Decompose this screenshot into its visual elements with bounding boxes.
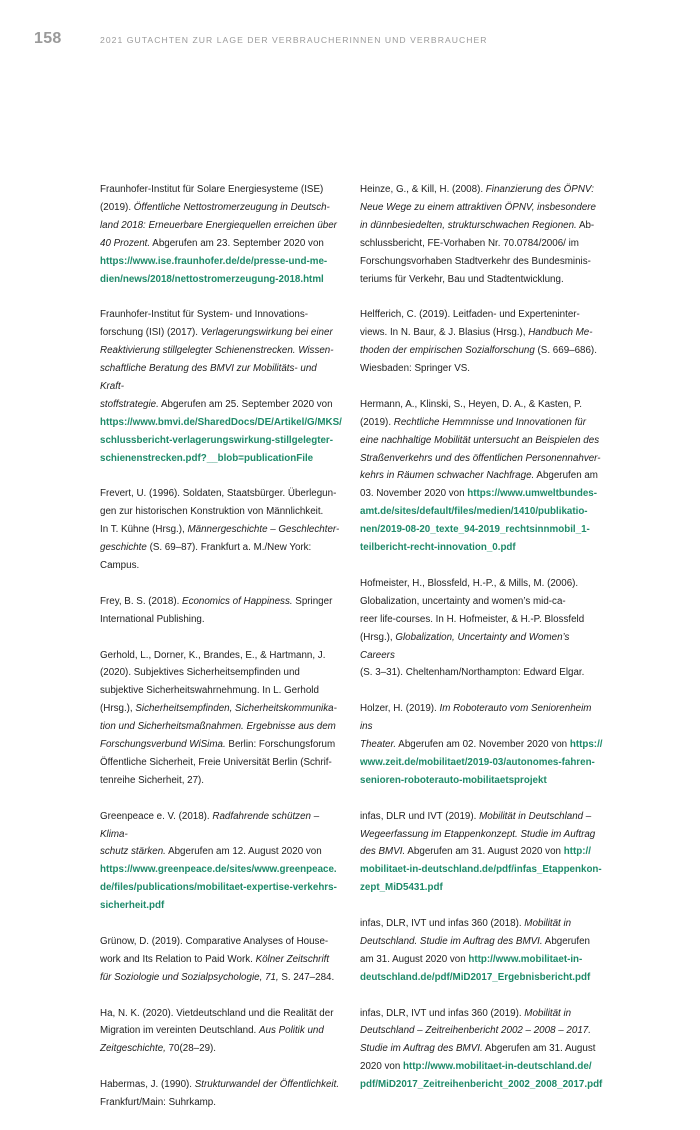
reference-link[interactable]: deutschland.de/pdf/MiD2017_Ergebnisbericht.pdf — [360, 971, 591, 983]
reference-link[interactable]: amt.de/sites/default/files/medien/1410/publikatio- — [360, 506, 588, 518]
reference-entry — [100, 306, 340, 467]
reference-title-italic: Deutschland – Zeitreihenbericht 2002 – 2008 – 2017. — [360, 1025, 591, 1037]
reference-text: International Publishing. — [100, 613, 205, 625]
reference-title-italic: Sicherheitsempfinden, Sicherheitskommunika- — [135, 703, 337, 715]
reference-text: schlussbericht, FE-Vorhaben Nr. 70.0784/2006/ im — [360, 237, 579, 249]
reference-title-italic: Theater. — [360, 739, 397, 751]
reference-text: Gerhold, L., Dorner, K., Brandes, E., & Hartmann, J. — [100, 649, 326, 661]
reference-link[interactable]: https:// — [569, 739, 603, 751]
reference-text: (2019). — [100, 201, 134, 213]
reference-title-italic: stoffstrategie. — [100, 398, 159, 410]
reference-text: Fraunhofer-Institut für System- und Innovations- — [100, 309, 309, 321]
reference-text: (S. 3–31). Cheltenham/Northampton: Edward Elgar. — [360, 667, 585, 679]
reference-entry — [360, 181, 604, 288]
reference-text: 70(28–29). — [165, 1043, 216, 1055]
reference-entry — [100, 1005, 340, 1059]
reference-text: Abgerufen am 23. September 2020 von — [150, 237, 324, 249]
reference-text: (Hrsg.), — [360, 631, 396, 643]
reference-title-italic: Mobilität in — [524, 1007, 572, 1019]
reference-text: infas, DLR, IVT und infas 360 (2018). — [360, 918, 525, 930]
reference-text: (S. 69–87). Frankfurt a. M./New York: — [146, 542, 312, 554]
reference-title-italic: Reaktivierung stillgelegter Schienenstrecken. Wissen- — [100, 345, 334, 357]
reference-link[interactable]: mobilitaet-in-deutschland.de/pdf/infas_Etappenkon- — [360, 864, 602, 876]
reference-text: views. In N. Baur, & J. Blasius (Hrsg.), — [360, 327, 529, 339]
reference-title-italic: Handbuch Me- — [528, 327, 593, 339]
reference-text: teriums für Verkehr, Bau und Stadtentwicklung. — [360, 273, 564, 285]
reference-text: Ha, N. K. (2020). Vietdeutschland und die Realität der — [100, 1007, 334, 1019]
reference-title-italic: Öffentliche Nettostromerzeugung in Deutsch- — [133, 201, 330, 213]
reference-link[interactable]: https://www.ise.fraunhofer.de/de/presse-und-me- — [100, 255, 328, 267]
reference-text: (Hrsg.), — [100, 703, 136, 715]
reference-title-italic: Deutschland. Studie im Auftrag des BMVI. — [360, 935, 543, 947]
reference-text: Grünow, D. (2019). Comparative Analyses of House- — [100, 935, 329, 947]
running-header: 2021 GUTACHTEN ZUR LAGE DER VERBRAUCHERINNEN UND VERBRAUCHER — [100, 35, 488, 45]
reference-link[interactable]: www.zeit.de/mobilitaet/2019-03/autonomes-fahren- — [360, 756, 595, 768]
reference-text: tenreihe Sicherheit, 27). — [100, 774, 205, 786]
reference-text: 2020 von — [360, 1061, 404, 1073]
page-number: 158 — [34, 30, 62, 47]
reference-text: Frankfurt/Main: Suhrkamp. — [100, 1097, 216, 1109]
reference-text: Forschungsvorhaben Stadtverkehr des Bundesminis- — [360, 255, 591, 267]
reference-text: Abgerufen am 31. August — [482, 1043, 596, 1055]
reference-title-italic: Straßenverkehrs und des öffentlichen Personennahver- — [360, 452, 601, 464]
reference-link[interactable]: https://www.bmvi.de/SharedDocs/DE/Artikel/G/MKS/ — [100, 416, 342, 428]
reference-text: subjektive Sicherheitswahrnehmung. In L. Gerhold — [100, 685, 319, 697]
reference-text: (2019). — [360, 416, 394, 428]
reference-title-italic: des BMVI. — [360, 846, 406, 858]
reference-title-italic: Studie im Auftrag des BMVI. — [360, 1043, 483, 1055]
reference-title-italic: kehrs in Räumen schwacher Nachfrage. — [360, 470, 535, 482]
reference-text: Abgerufen am 12. August 2020 von — [165, 846, 322, 858]
reference-link[interactable]: http://www.mobilitaet-in-deutschland.de/ — [403, 1061, 592, 1073]
reference-text: Abgerufen am 31. August 2020 von — [405, 846, 564, 858]
reference-text: Heinze, G., & Kill, H. (2008). — [360, 184, 486, 195]
reference-entry — [100, 647, 340, 790]
reference-link[interactable]: senioren-roboterauto-mobilitaetsprojekt — [360, 774, 547, 786]
reference-text: Springer — [292, 595, 333, 607]
reference-text: Berlin: Forschungsforum — [225, 739, 336, 751]
reference-text: Öffentliche Sicherheit, Freie Universität Berlin (Schrif- — [100, 756, 332, 768]
reference-entry — [100, 593, 340, 629]
reference-title-italic: schutz stärken. — [100, 846, 166, 858]
reference-entry — [100, 485, 340, 575]
reference-text: Ab- — [576, 219, 595, 231]
reference-link[interactable]: zept_MiD5431.pdf — [360, 882, 443, 894]
reference-text: Hermann, A., Klinski, S., Heyen, D. A., & Kasten, P. — [360, 398, 582, 410]
reference-text: (S. 669–686). — [534, 345, 597, 357]
reference-title-italic: tion und Sicherheitsmaßnahmen. Ergebnisse aus dem — [100, 721, 336, 733]
reference-title-italic: für Soziologie und Sozialpsychologie, 71, — [100, 971, 279, 983]
reference-entry — [360, 306, 604, 378]
reference-text: In T. Kühne (Hrsg.), — [100, 524, 188, 536]
reference-title-italic: Im Roboterauto vom Seniorenheim ins — [360, 703, 592, 733]
reference-link[interactable]: http:// — [563, 846, 591, 858]
reference-title-italic: eine nachhaltige Mobilität untersucht an Beispielen des — [360, 434, 600, 446]
reference-title-italic: geschichte — [100, 542, 147, 554]
reference-link[interactable]: teilbericht-recht-innovation_0.pdf — [360, 542, 516, 554]
reference-title-italic: land 2018: Erneuerbare Energiequellen erreichen über — [100, 219, 337, 231]
reference-link[interactable]: https://www.umweltbundes- — [467, 488, 598, 500]
reference-text: Fraunhofer-Institut für Solare Energiesysteme (ISE) — [100, 184, 324, 195]
reference-text: Frey, B. S. (2018). — [100, 595, 183, 607]
reference-entry — [360, 700, 604, 790]
reference-title-italic: Radfahrende schützen – Klima- — [100, 810, 320, 840]
reference-link[interactable]: dien/news/2018/nettostromerzeugung-2018.html — [100, 273, 324, 285]
reference-entry — [360, 396, 604, 557]
reference-text: Greenpeace e. V. (2018). — [100, 810, 213, 822]
references-right-column — [360, 181, 604, 1112]
reference-link[interactable]: https://www.greenpeace.de/sites/www.greenpeace. — [100, 864, 337, 876]
reference-title-italic: Wegeerfassung im Etappenkonzept. Studie im Auftrag — [360, 828, 596, 840]
reference-link[interactable]: sicherheit.pdf — [100, 900, 165, 912]
reference-title-italic: Aus Politik und — [259, 1025, 324, 1037]
reference-text: Campus. — [100, 560, 140, 571]
reference-text: am 31. August 2020 von — [360, 953, 469, 965]
reference-title-italic: Verlagerungswirkung bei einer — [200, 327, 333, 339]
reference-link[interactable]: nen/2019-08-20_texte_94-2019_rechtsinnmobil_1- — [360, 524, 590, 536]
reference-text: infas, DLR und IVT (2019). — [360, 810, 480, 822]
reference-text: Wiesbaden: Springer VS. — [360, 363, 470, 375]
reference-text: Migration im vereinten Deutschland. — [100, 1025, 260, 1037]
reference-title-italic: Mobilität in Deutschland – — [479, 810, 592, 822]
reference-title-italic: Forschungsverbund WiSima. — [100, 739, 226, 751]
reference-title-italic: Strukturwandel der Öffentlichkeit. — [194, 1079, 340, 1091]
reference-entry — [360, 915, 604, 987]
reference-entry — [360, 1005, 604, 1095]
reference-entry — [360, 808, 604, 898]
reference-text: gen zur historischen Konstruktion von Männlichkeit. — [100, 506, 324, 518]
reference-title-italic: Finanzierung des ÖPNV: — [485, 184, 594, 195]
reference-text: Habermas, J. (1990). — [100, 1079, 195, 1091]
reference-title-italic: Economics of Happiness. — [182, 595, 293, 607]
reference-text: work and Its Relation to Paid Work. — [100, 953, 256, 965]
reference-title-italic: thoden der empirischen Sozialforschung — [360, 345, 535, 357]
reference-text: Abgerufen am 25. September 2020 von — [158, 398, 333, 410]
reference-title-italic: in dünnbesiedelten, strukturschwachen Regionen. — [360, 219, 577, 231]
reference-text: Frevert, U. (1996). Soldaten, Staatsbürger. Überlegun- — [100, 488, 337, 500]
reference-text: Hofmeister, H., Blossfeld, H.-P., & Mills, M. (2006). — [360, 577, 579, 589]
reference-title-italic: Zeitgeschichte, — [100, 1043, 166, 1055]
reference-entry — [100, 808, 340, 915]
reference-text: 03. November 2020 von — [360, 488, 468, 500]
reference-title-italic: Globalization, Uncertainty and Women’s Careers — [360, 631, 570, 661]
reference-link[interactable]: de/files/publications/mobilitaet-expertise-verkehrs- — [100, 882, 337, 894]
reference-link[interactable]: schienenstrecken.pdf?__blob=publicationFile — [100, 452, 314, 464]
reference-title-italic: Rechtliche Hemmnisse und Innovationen für — [393, 416, 586, 428]
reference-text: Abgerufen — [542, 935, 591, 947]
reference-link[interactable]: http://www.mobilitaet-in- — [468, 953, 583, 965]
references-left-column — [100, 181, 340, 1130]
reference-text: forschung (ISI) (2017). — [100, 327, 201, 339]
reference-title-italic: Neue Wege zu einem attraktiven ÖPNV, insbesondere — [360, 201, 596, 213]
reference-title-italic: 40 Prozent. — [100, 237, 151, 249]
reference-text: Globalization, uncertainty and women’s mid-ca- — [360, 595, 566, 607]
reference-text: Helfferich, C. (2019). Leitfaden- und Experteninter- — [360, 309, 580, 321]
reference-entry — [100, 933, 340, 987]
reference-text: Abgerufen am 02. November 2020 von — [396, 739, 570, 751]
reference-text: infas, DLR, IVT und infas 360 (2019). — [360, 1007, 525, 1019]
reference-title-italic: Kölner Zeitschrift — [255, 953, 330, 965]
reference-text: reer life-courses. In H. Hofmeister, & H.-P. Blossfeld — [360, 613, 585, 625]
reference-entry — [100, 181, 340, 288]
reference-title-italic: Männergeschichte – Geschlechter- — [187, 524, 340, 536]
reference-entry — [100, 1076, 340, 1112]
reference-text: Abgerufen am — [534, 470, 598, 482]
reference-text: Holzer, H. (2019). — [360, 703, 440, 715]
reference-link[interactable]: pdf/MiD2017_Zeitreihenbericht_2002_2008_2017.pdf — [360, 1079, 603, 1091]
reference-entry — [360, 575, 604, 682]
reference-text: (2020). Subjektives Sicherheitsempfinden und — [100, 667, 300, 679]
reference-title-italic: schaftliche Beratung des BMVI zur Mobilitäts- und Kraft- — [100, 363, 317, 392]
reference-link[interactable]: schlussbericht-verlagerungswirkung-stillgelegter- — [100, 434, 334, 446]
reference-title-italic: Mobilität in — [524, 918, 572, 930]
reference-text: S. 247–284. — [278, 971, 335, 983]
